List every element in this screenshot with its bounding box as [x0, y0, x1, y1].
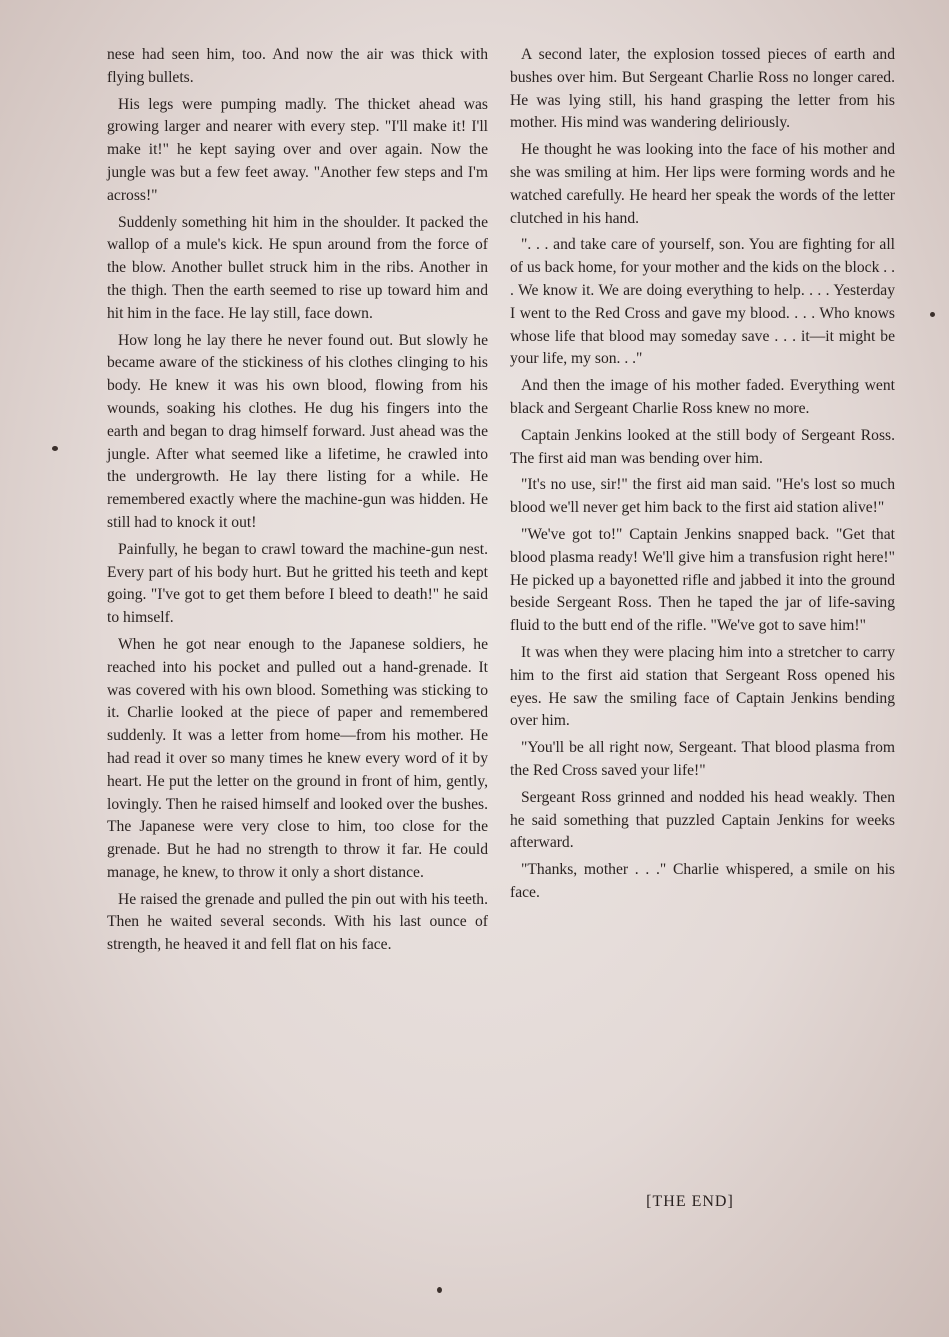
- paragraph: ". . . and take care of yourself, son. You are fighting for all of us back home, for your mother and the kids on the block . . . We know it. We are doing everything to help. . . . Yesterday I went to the Red Cross and gave my blood. . . . Who knows whose life that blood may someday save . . . it—it might be your life, my son. . .": [510, 236, 895, 368]
- left-column: [107, 44, 488, 961]
- ink-speck: [930, 312, 935, 317]
- paragraph: "It's no use, sir!" the first aid man said. "He's lost so much blood we'll never get him back to the first aid station alive!": [510, 476, 895, 517]
- paragraph: He thought he was looking into the face of his mother and she was smiling at him. Her lips were forming words and he watched carefully. He heard her speak the words of the letter clutched in his hand.: [510, 141, 895, 227]
- paragraph: "You'll be all right now, Sergeant. That blood plasma from the Red Cross saved your life!": [510, 739, 895, 779]
- paragraph: Captain Jenkins looked at the still body of Sergeant Ross. The first aid man was bending over him.: [510, 426, 895, 467]
- paragraph: "We've got to!" Captain Jenkins snapped back. "Get that blood plasma ready! We'll give him a transfusion right here!" He picked up a bayonetted rifle and jabbed it into the ground beside Sergeant Ross. Then he taped the jar of life-saving fluid to the butt end of the rifle. "We've got to save him!": [510, 525, 895, 635]
- ink-speck: [437, 1287, 442, 1293]
- right-column: [510, 44, 895, 909]
- paragraph: A second later, the explosion tossed pieces of earth and bushes over him. But Sergeant Charlie Ross no longer cared. He was lying still, his hand grasping the letter from his mother. His mind was wandering deliriously.: [510, 46, 895, 132]
- paragraph: nese had seen him, too. And now the air was thick with flying bullets.: [107, 46, 488, 86]
- paragraph: Suddenly something hit him in the shoulder. It packed the wallop of a mule's kick. He spun around from the force of the blow. Another bullet struck him in the ribs. Another in the thigh. Then the earth seemed to rise up toward him and hit him in the face. He lay still, face down.: [107, 213, 488, 322]
- paragraph: "Thanks, mother . . ." Charlie whispered, a smile on his face.: [510, 861, 895, 901]
- paragraph: It was when they were placing him into a stretcher to carry him to the first aid station that Sergeant Ross opened his eyes. He saw the smiling face of Captain Jenkins bending over him.: [510, 643, 895, 730]
- paragraph: Sergeant Ross grinned and nodded his head weakly. Then he said something that puzzled Captain Jenkins for weeks afterward.: [510, 788, 895, 852]
- paragraph: He raised the grenade and pulled the pin out with his teeth. Then he waited several seconds. With his last ounce of strength, he heaved it and fell flat on his face.: [107, 890, 488, 954]
- end-marker: [THE END]: [646, 1193, 734, 1210]
- paragraph: His legs were pumping madly. The thicket ahead was growing larger and nearer with every step. "I'll make it! I'll make it!" he kept saying over and over again. Now the jungle was but a few feet away. "Another few steps and I'm across!": [107, 95, 488, 204]
- ink-speck: [52, 446, 58, 451]
- paragraph: And then the image of his mother faded. Everything went black and Sergeant Charlie Ross knew no more.: [510, 377, 895, 417]
- paragraph: When he got near enough to the Japanese soldiers, he reached into his pocket and pulled out a hand-grenade. It was covered with his own blood. Something was sticking to it. Charlie looked at the piece of paper and remembered suddenly. It was a letter from home—from his mother. He had read it over so many times he knew every word of it by heart. He put the letter on the ground in front of him, gently, lovingly. Then he raised himself and looked over the bushes. The Japanese were very close to him, too close for the grenade. But he had no strength to throw it far. He could manage, he knew, to throw it only a short distance.: [107, 635, 488, 881]
- paragraph: How long he lay there he never found out. But slowly he became aware of the stickiness of his clothes clinging to his body. He knew it was his own blood, flowing from his wounds, soaking his clothes. He dug his fingers into the earth and began to drag himself forward. Just ahead was the jungle. After what seemed like a lifetime, he crawled into the undergrowth. He lay there listing for a while. He remembered exactly where the machine-gun was hidden. He still had to knock it out!: [107, 331, 488, 531]
- paragraph: Painfully, he began to crawl toward the machine-gun nest. Every part of his body hurt. But he gritted his teeth and kept going. "I've got to get them before I bleed to death!" he said to himself.: [107, 540, 488, 627]
